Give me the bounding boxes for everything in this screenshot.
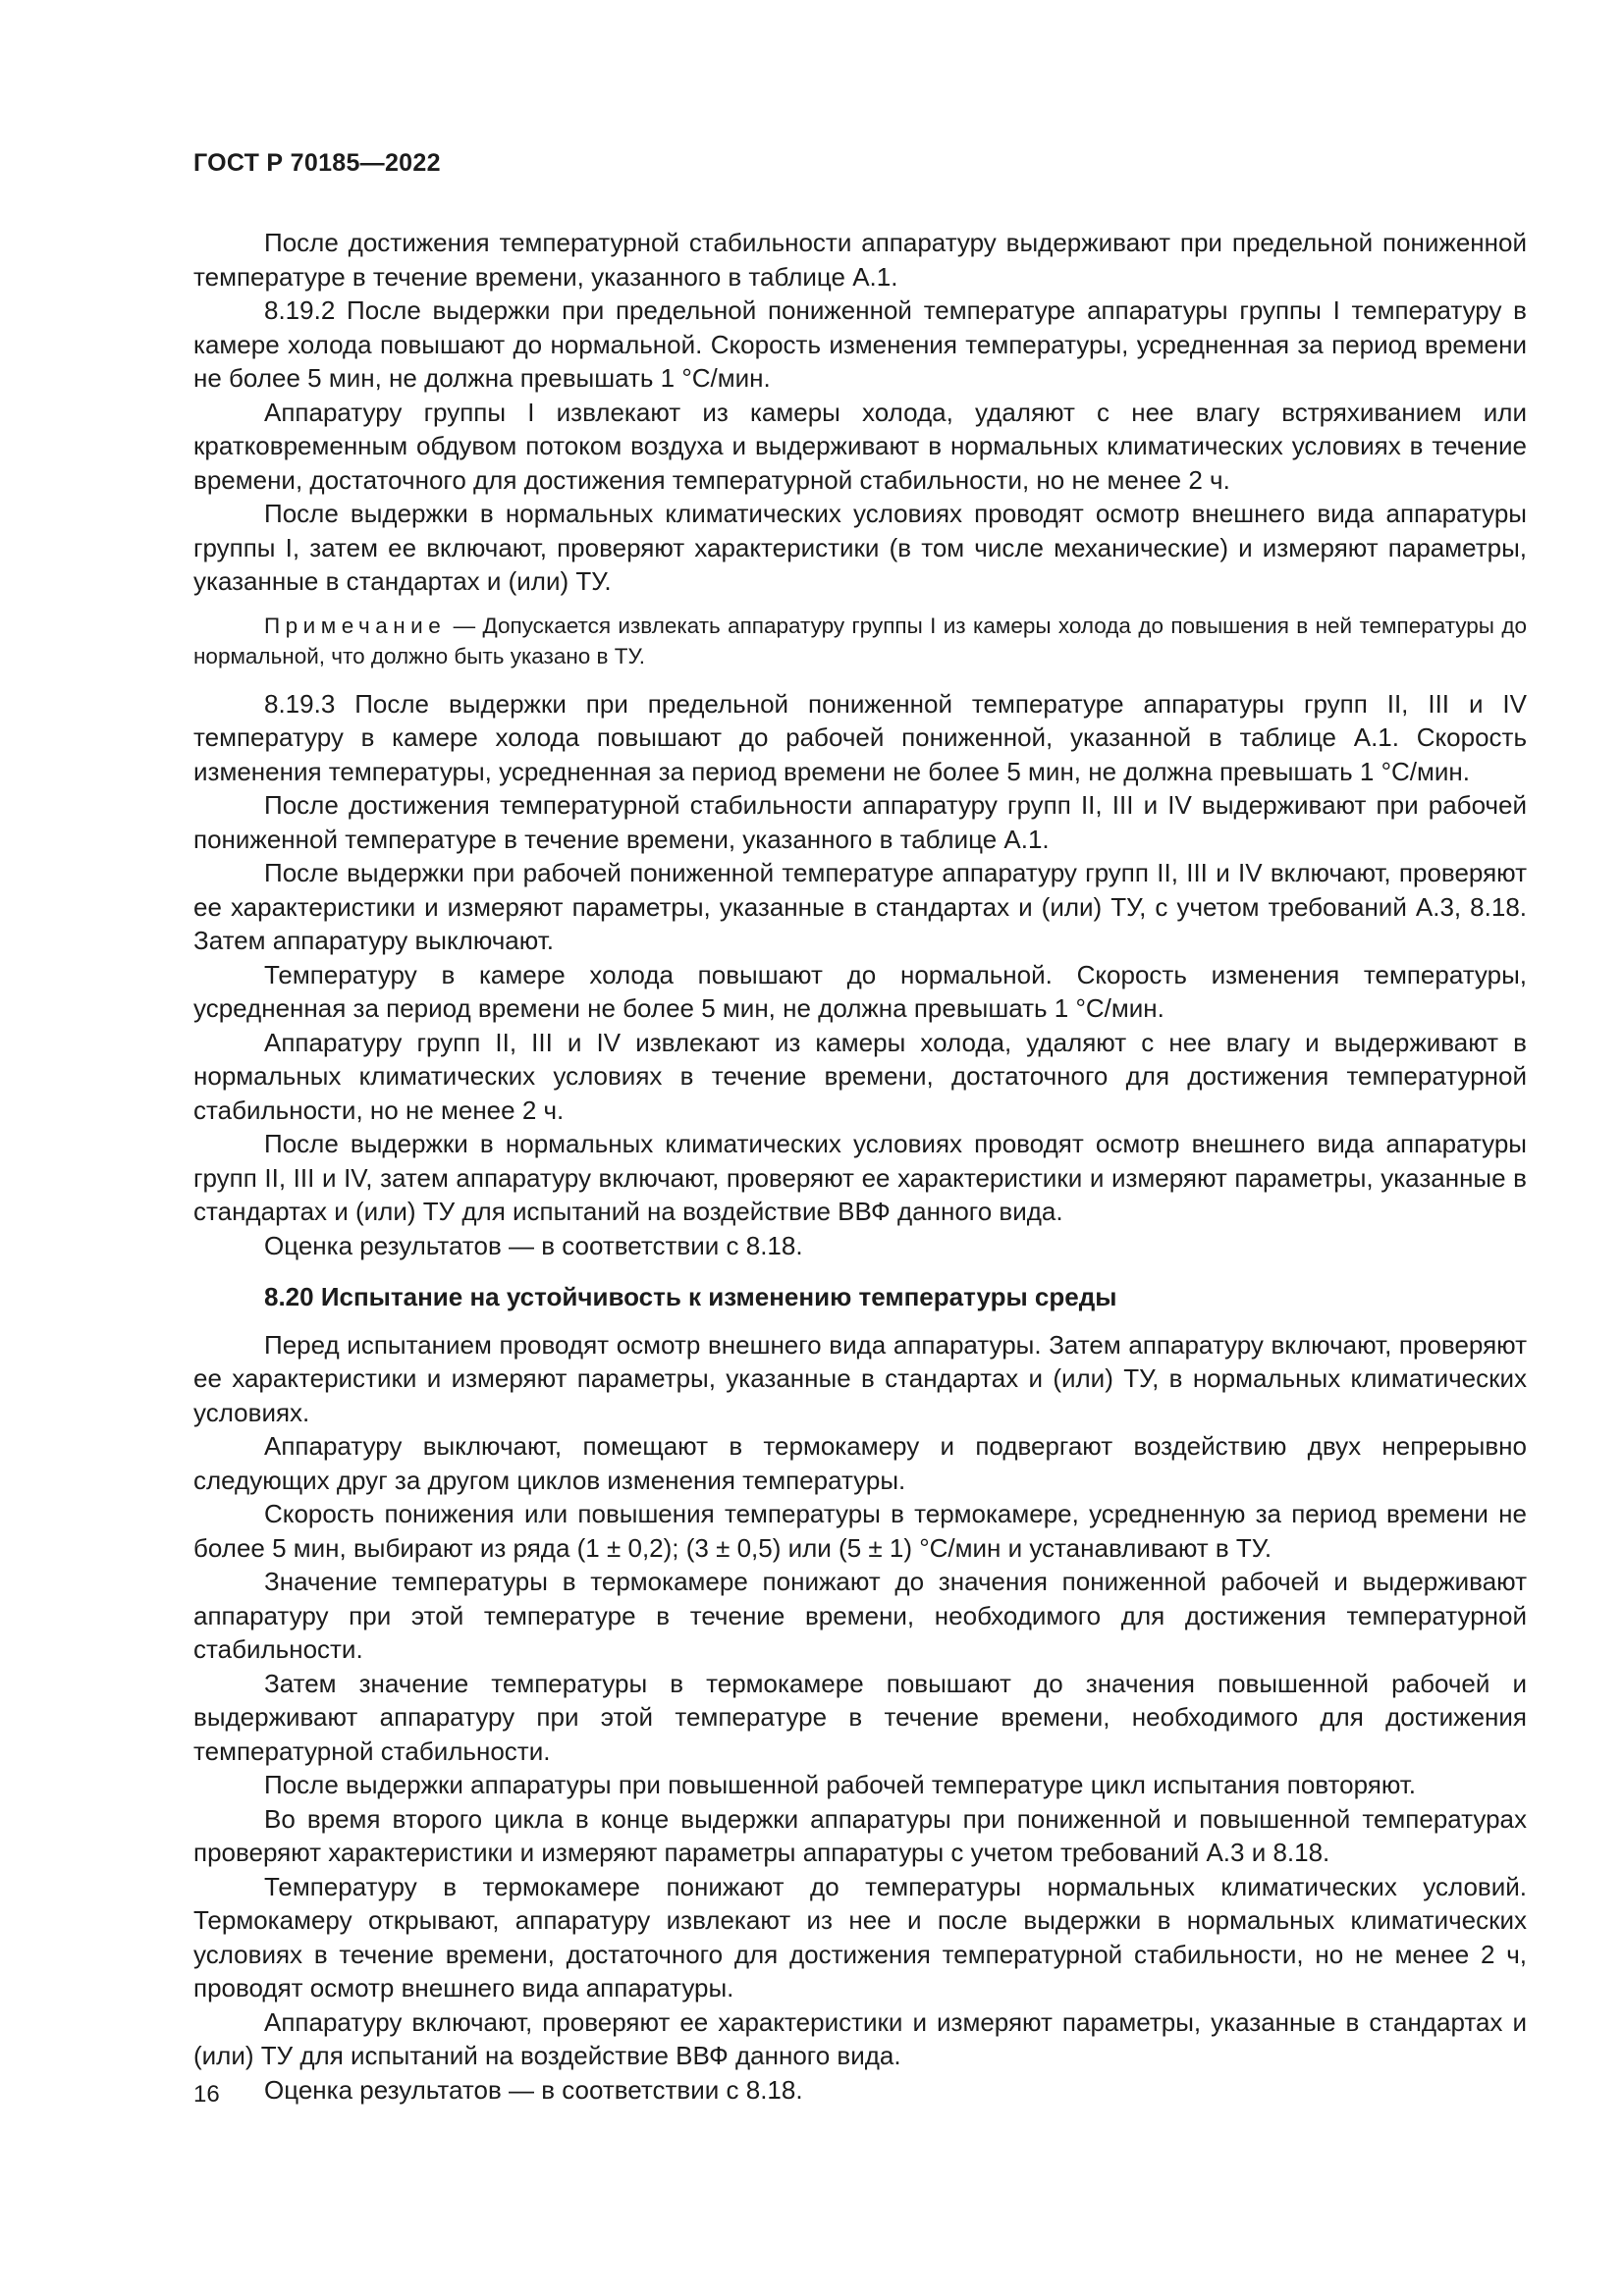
- paragraph: Температуру в термокамере понижают до температуры нормальных климатических условий. Термокамеру открывают, аппаратуру извлекают из нее и после выдержки в нормальных климатических условиях в течение времени, достаточного для достижения температурной стабильности, но не менее 2 ч, проводят осмотр внешнего вида аппаратуры.: [193, 1871, 1527, 2002]
- paragraph: Скорость понижения или повышения температуры в термокамере, усредненную за период времени не более 5 мин, выбирают из ряда (1 ± 0,2); (3 ± 0,5) или (5 ± 1) °С/мин и устанавливают в ТУ.: [193, 1499, 1527, 1563]
- paragraph: Оценка результатов — в соответствии с 8.18.: [264, 1230, 803, 1260]
- paragraph: Перед испытанием проводят осмотр внешнего вида аппаратуры. Затем аппаратуру включают, проверяют ее характеристики и измеряют параметры, указанные в стандартах и (или) ТУ, в нормальных климатических условиях.: [193, 1329, 1527, 1427]
- section-heading: 8.20 Испытание на устойчивость к изменению температуры среды: [264, 1282, 1117, 1311]
- paragraph: После выдержки в нормальных климатических условиях проводят осмотр внешнего вида аппаратуры группы I, затем ее включают, проверяют характеристики (в том числе механические) и измеряют параметры, указанные в стандартах и (или) ТУ.: [193, 499, 1527, 596]
- note: [193, 611, 1527, 671]
- paragraph: 8.19.2 После выдержки при предельной пониженной температуре аппаратуры группы I температуру в камере холода повышают до нормальной. Скорость изменения температуры, усредненная за период времени не более 5 мин, не должна превышать 1 °С/мин.: [193, 295, 1527, 393]
- note-label: Примечание: [264, 613, 447, 638]
- paragraph: После достижения температурной стабильности аппаратуру групп II, III и IV выдерживают при рабочей пониженной температуре в течение времени, указанного в таблице А.1.: [193, 790, 1527, 854]
- paragraph: Оценка результатов — в соответствии с 8.18.: [264, 2074, 803, 2105]
- page-number: 16: [193, 2081, 220, 2108]
- page-content: [193, 226, 1527, 2107]
- paragraph: Аппаратуру групп II, III и IV извлекают из камеры холода, удаляют с нее влагу и выдерживают в нормальных климатических условиях в течение времени, достаточного для достижения температурной стабильности, но не менее 2 ч.: [193, 1027, 1527, 1125]
- paragraph: Аппаратуру включают, проверяют ее характеристики и измеряют параметры, указанные в стандартах и (или) ТУ для испытаний на воздействие ВВФ данного вида.: [193, 2006, 1527, 2070]
- paragraph: Аппаратуру выключают, помещают в термокамеру и подвергают воздействию двух непрерывно следующих друг за другом циклов изменения температуры.: [193, 1431, 1527, 1495]
- note-text: — Допускается извлекать аппаратуру группы I из камеры холода до повышения в ней температуры до нормальной, что должно быть указано в ТУ.: [193, 613, 1527, 668]
- paragraph: Во время второго цикла в конце выдержки аппаратуры при пониженной и повышенной температурах проверяют характеристики и измеряют параметры аппаратуры с учетом требований А.3 и 8.18.: [193, 1803, 1527, 1867]
- paragraph: После выдержки в нормальных климатических условиях проводят осмотр внешнего вида аппаратуры групп II, III и IV, затем аппаратуру включают, проверяют ее характеристики и измеряют параметры, указанные в стандартах и (или) ТУ для испытаний на воздействие ВВФ данного вида.: [193, 1129, 1527, 1226]
- paragraph: После выдержки при рабочей пониженной температуре аппаратуру групп II, III и IV включают, проверяют ее характеристики и измеряют параметры, указанные в стандартах и (или) ТУ, с учетом требований А.3, 8.18. Затем аппаратуру выключают.: [193, 858, 1527, 955]
- paragraph: После достижения температурной стабильности аппаратуру выдерживают при предельной пониженной температуре в течение времени, указанного в таблице А.1.: [193, 228, 1527, 292]
- paragraph: Затем значение температуры в термокамере повышают до значения повышенной рабочей и выдерживают аппаратуру при этой температуре в течение времени, необходимого для достижения температурной стабильности.: [193, 1668, 1527, 1766]
- document-header: ГОСТ Р 70185—2022: [193, 149, 441, 177]
- paragraph: Температуру в камере холода повышают до нормальной. Скорость изменения температуры, усредненная за период времени не более 5 мин, не должна превышать 1 °С/мин.: [193, 959, 1527, 1023]
- paragraph: После выдержки аппаратуры при повышенной рабочей температуре цикл испытания повторяют.: [264, 1770, 1417, 1799]
- paragraph: Значение температуры в термокамере понижают до значения пониженной рабочей и выдерживают аппаратуру при этой температуре в течение времени, необходимого для достижения температурной стабильности.: [193, 1567, 1527, 1664]
- paragraph: 8.19.3 После выдержки при предельной пониженной температуре аппаратуры групп II, III и IV температуру в камере холода повышают до рабочей пониженной, указанной в таблице А.1. Скорость изменения температуры, усредненная за период времени не более 5 мин, не должна превышать 1 °С/мин.: [193, 688, 1527, 786]
- paragraph: Аппаратуру группы I извлекают из камеры холода, удаляют с нее влагу встряхиванием или кратковременным обдувом потоком воздуха и выдерживают в нормальных климатических условиях в течение времени, достаточного для достижения температурной стабильности, но не менее 2 ч.: [193, 397, 1527, 495]
